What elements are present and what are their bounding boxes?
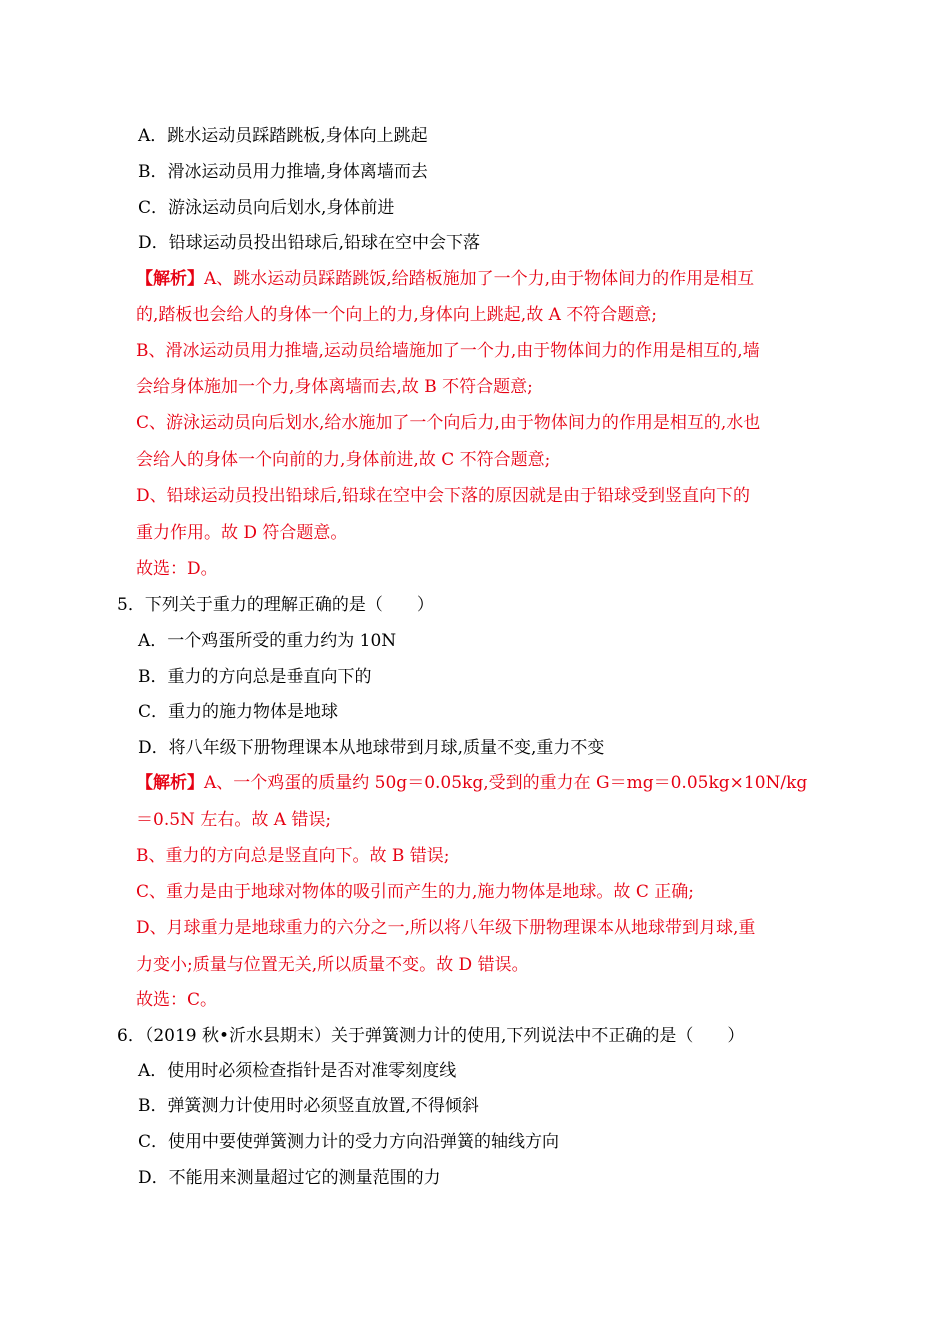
analysis-tag: 【解析】 <box>136 773 204 793</box>
q4-analysis-line: 的,踏板也会给人的身体一个向上的力,身体向上跳起,故 A 不符合题意; <box>136 305 658 325</box>
q4-option-a: A．跳水运动员踩踏跳板,身体向上跳起 <box>138 126 428 146</box>
q6-option-c: C．使用中要使弹簧测力计的受力方向沿弹簧的轴线方向 <box>138 1132 560 1152</box>
q5-option-c: C．重力的施力物体是地球 <box>138 702 339 722</box>
q6-option-b: B．弹簧测力计使用时必须竖直放置,不得倾斜 <box>138 1096 479 1116</box>
q5-option-d: D．将八年级下册物理课本从地球带到月球,质量不变,重力不变 <box>138 738 605 758</box>
q5-option-a: A．一个鸡蛋所受的重力约为 10N <box>138 631 397 651</box>
q5-stem: 5．下列关于重力的理解正确的是（ ） <box>117 595 434 615</box>
q5-analysis-line: B、重力的方向总是竖直向下。故 B 错误; <box>136 846 450 866</box>
q5-analysis-line: 力变小;质量与位置无关,所以质量不变。故 D 错误。 <box>136 955 529 975</box>
q4-analysis-line: 会给人的身体一个向前的力,身体前进,故 C 不符合题意; <box>136 450 551 470</box>
q4-analysis-line: D、铅球运动员投出铅球后,铅球在空中会下落的原因就是由于铅球受到竖直向下的 <box>136 486 751 506</box>
q5-option-b: B．重力的方向总是垂直向下的 <box>138 667 372 687</box>
q5-answer: 故选：C。 <box>136 990 218 1010</box>
q6-stem: 6．（2019 秋•沂水县期末）关于弹簧测力计的使用,下列说法中不正确的是（ ） <box>117 1026 745 1046</box>
q4-analysis-line: B、滑冰运动员用力推墙,运动员给墙施加了一个力,由于物体间力的作用是相互的,墙 <box>136 341 760 361</box>
q5-analysis-line: C、重力是由于地球对物体的吸引而产生的力,施力物体是地球。故 C 正确; <box>136 882 694 902</box>
q4-analysis-line: 会给身体施加一个力,身体离墙而去,故 B 不符合题意; <box>136 377 533 397</box>
q5-analysis-text: A、一个鸡蛋的质量约 50g＝0.05kg,受到的重力在 G＝mg＝0.05kg×10N/kg <box>204 773 808 793</box>
q4-answer: 故选：D。 <box>136 559 218 579</box>
q5-analysis-line: ＝0.5N 左右。故 A 错误; <box>136 810 332 830</box>
q4-option-d: D．铅球运动员投出铅球后,铅球在空中会下落 <box>138 233 481 253</box>
analysis-tag: 【解析】 <box>136 269 204 289</box>
q4-analysis-line: C、游泳运动员向后划水,给水施加了一个向后力,由于物体间力的作用是相互的,水也 <box>136 413 761 433</box>
q4-option-c: C．游泳运动员向后划水,身体前进 <box>138 198 395 218</box>
q4-analysis-line: 重力作用。故 D 符合题意。 <box>136 523 348 543</box>
q5-analysis-line: D、月球重力是地球重力的六分之一,所以将八年级下册物理课本从地球带到月球,重 <box>136 918 756 938</box>
q4-analysis-line <box>136 267 754 291</box>
q5-analysis-line <box>136 771 807 795</box>
q4-option-b: B．滑冰运动员用力推墙,身体离墙而去 <box>138 162 428 182</box>
q6-option-d: D．不能用来测量超过它的测量范围的力 <box>138 1168 441 1188</box>
q6-option-a: A．使用时必须检查指针是否对准零刻度线 <box>138 1061 457 1081</box>
q4-analysis-text: A、跳水运动员踩踏跳饭,给踏板施加了一个力,由于物体间力的作用是相互 <box>204 269 755 289</box>
